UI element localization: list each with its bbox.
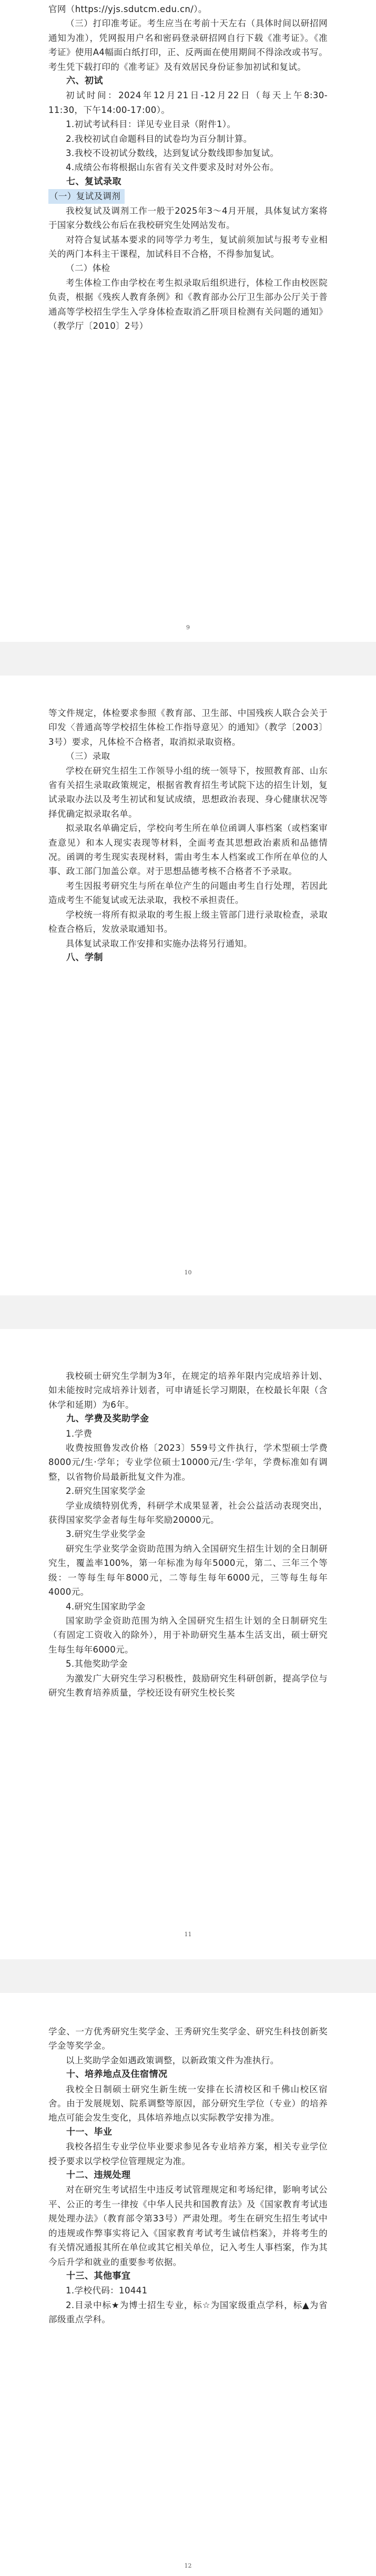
paragraph: 等文件规定，体检要求参照《教育部、卫生部、中国残疾人联合会关于印发〈普通高等学校招生体检工作指导意见〉的通知》（教学〔2003〕3号）要求，凡体检不合格者，取消拟录取资格。 xyxy=(48,708,328,747)
page-number: 10 xyxy=(184,1269,192,1276)
paragraph: 我校全日制硕士研究生新生统一安排在长清校区和千佛山校区宿舍。由于发展规划、院系调整等原因，部分研究生学位（专业）的培养地点可能会发生变化，具体培养地点以实际教学安排为准。 xyxy=(48,2084,328,2123)
paragraph: 4.成绩公布将根据山东省有关文件要求及时对外公布。 xyxy=(66,162,279,173)
paragraph: 对符合复试基本要求的同等学力考生，复试前须加试与报考专业相关的两门本科主干课程，加试科目不合格，不得参加复试。 xyxy=(48,234,328,259)
paragraph: 1.学校代码：10441 xyxy=(66,2286,148,2296)
page-gap xyxy=(0,642,376,676)
paragraph: 我校硕士研究生学制为3年，在规定的培养年限内完成培养计划、如未能按时完成培养计划者，可申请延长学习期限，在校最长年限（含休学和延期）为6年。 xyxy=(48,1371,328,1410)
page-12-content xyxy=(48,2024,328,2327)
paragraph: 3.研究生学业奖学金 xyxy=(66,1529,146,1540)
paragraph: 学业成绩特别优秀，科研学术成果显著，社会公益活动表现突出，获得国家奖学金者每生每年奖励20000元。 xyxy=(48,1500,328,1525)
paragraph: （三）打印准考证。考生应当在考前十天左右（具体时间以研招网通知为准），凭网报用户名和密码登录研招网自行下载《准考证》。《准考证》使用A4幅面白纸打印，正、反两面在使用期间不得涂改或书写。考生凭下载打印的《准考证》及有效居民身份证参加初试和复试。 xyxy=(48,18,328,72)
page-11-content xyxy=(48,1369,328,1700)
section-heading: 七、复试录取 xyxy=(66,176,121,187)
subsection-heading-text: （一）复试及调剂 xyxy=(48,189,125,203)
section-heading: 九、学费及奖助学金 xyxy=(66,1414,149,1425)
page-10-content xyxy=(48,706,328,965)
paragraph: 学校统一将所有拟录取的考生报上级主管部门进行录取检查，录取检查合格后，发放录取通知书。 xyxy=(48,909,328,934)
paragraph: 国家助学金资助范围为纳入全国研究生招生计划的全日制研究生（有固定工资收入的除外），用于补助研究生基本生活支出，硕士研究生每生每年6000元。 xyxy=(48,1615,328,1655)
section-heading: 六、初试 xyxy=(66,76,103,87)
subsection-heading: （二）体检 xyxy=(66,263,110,274)
paragraph: 为激发广大研究生学习积极性，鼓励研究生科研创新，提高学位与研究生教育培养质量，学校还设有研究生校长奖 xyxy=(48,1673,328,1698)
page-gap xyxy=(0,1959,376,1993)
page-number: 12 xyxy=(184,2562,192,2569)
section-heading: 十二、违规处理 xyxy=(66,2170,131,2181)
paragraph: 学金、一方优秀研究生奖学金、王秀研究生奖学金、研究生科技创新奖学金等奖学金。 xyxy=(48,2027,328,2051)
paragraph: 具体复试录取工作安排和实施办法将另行通知。 xyxy=(66,938,252,949)
paragraph: 2.目录中标★为博士招生专业，标☆为国家级重点学科，标▲为省部级重点学科。 xyxy=(48,2300,328,2325)
paragraph: 以上奖助学金如遇政策调整，以新政策文件为准执行。 xyxy=(66,2055,279,2065)
section-heading: 八、学制 xyxy=(66,952,103,963)
paragraph: 4.研究生国家助学金 xyxy=(66,1601,146,1612)
page-number: 9 xyxy=(186,624,190,631)
page-gap xyxy=(0,1295,376,1329)
paragraph: 考生体检工作由学校在考生拟录取后组织进行，体检工作由校医院负责，根据《残疾人教育条例》和《教育部办公厅卫生部办公厅关于普通高等学校招生学生入学身体检查取消乙肝项目检测有关问题的通知》（教学厅〔2010〕2号） xyxy=(48,277,328,331)
paragraph: 官网（https://yjs.sdutcm.edu.cn/）。 xyxy=(48,4,207,14)
paragraph: 收费按照鲁发改价格〔2023〕559号文件执行，学术型硕士学费8000元/生·学年；专业学位硕士10000元/生·学年，学费标准如有调整，以省物价局最新批复文件为准。 xyxy=(48,1443,328,1482)
paragraph: 我校复试及调剂工作一般于2025年3～4月开展，具体复试方案将于国家分数线公布后在我校研究生处网站发布。 xyxy=(48,205,328,231)
paragraph: 1.初试考试科目：详见专业目录（附件1）。 xyxy=(66,119,236,130)
paragraph: 1.学费 xyxy=(66,1428,93,1439)
paragraph: 2.研究生国家奖学金 xyxy=(66,1486,146,1497)
paragraph: 学校在研究生招生工作领导小组的统一领导下，按照教育部、山东省有关招生录取政策规定，根据省教育招生考试院下达的招生计划，复试录取办法以及考生初试和复试成绩，思想政治表现、身心健康状况等择优确定拟录取名单。 xyxy=(48,765,328,819)
paragraph: 2.我校初试自命题科目的试卷均为百分制计算。 xyxy=(66,133,252,144)
paragraph: 5.其他奖助学金 xyxy=(66,1659,128,1669)
section-heading: 十一、毕业 xyxy=(66,2126,113,2137)
paragraph: 考生因报考研究生与所在单位产生的问题由考生自行处理，若因此造成考生不能复试或无法录取，我校不承担责任。 xyxy=(48,880,328,906)
paragraph: 研究生学业奖学金资助范围为纳入全国研究生招生计划的全日制研究生，覆盖率100%，第一年标准为每年5000元，第二、三年三个等级：一等每生每年8000元，二等每生每年6000元，三等每生每年4000元。 xyxy=(48,1543,328,1597)
section-heading: 十、培养地点及住宿情况 xyxy=(66,2069,168,2080)
paragraph: 初试时间：2024年12月21日-12月22日（每天上午8:30-11:30，下午14:00-17:00）。 xyxy=(48,90,328,115)
page-9-content xyxy=(48,2,328,333)
section-heading: 十三、其他事宜 xyxy=(66,2270,131,2281)
paragraph: 3.我校不设初试分数线，达到复试分数线即参加复试。 xyxy=(66,148,279,159)
paragraph: 对在研究生考试招生中违反考试管理规定和考场纪律，影响考试公平、公正的考生一律按《中华人民共和国教育法》及《国家教育考试违规处理办法》（教育部令第33号）严肃处理。考生在研究生招生考试中的违规或作弊事实将记入《国家教育考试考生诚信档案》，并将考生的有关情况通报其所在单位或其它相关单位，记入考生人事档案，作为其今后升学和就业的重要参考依据。 xyxy=(48,2185,328,2267)
subsection-heading xyxy=(48,189,328,203)
paragraph: 拟录取名单确定后，学校向考生所在单位函调人事档案（或档案审查意见）和本人现实表现等材料，全面考查其思想政治素质和品德情况。函调的考生现实表现材料，需由考生本人档案或工作所在单位的人事、政工部门加盖公章。对于思想品德考核不合格者不予录取。 xyxy=(48,823,328,877)
page-number: 11 xyxy=(184,1931,192,1938)
subsection-heading: （三）录取 xyxy=(66,751,110,762)
paragraph: 我校各招生专业学位毕业要求参见各专业培养方案，相关专业学位授予要求以学校学位管理规定为准。 xyxy=(48,2142,328,2166)
